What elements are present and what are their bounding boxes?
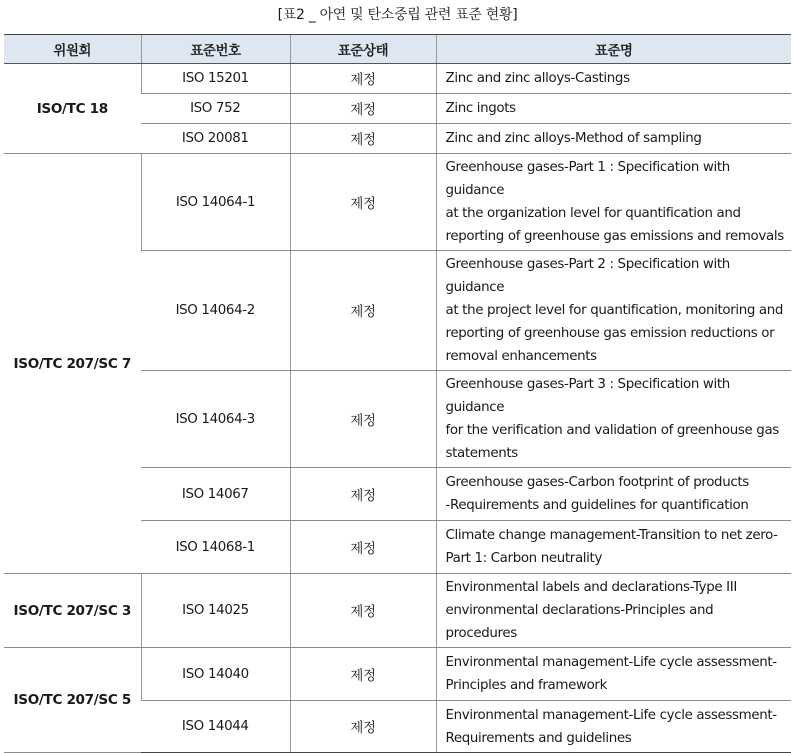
standard-title-cell [436,124,791,154]
standard-status-cell: 제정 [290,701,436,753]
standard-status-cell: 제정 [290,251,436,371]
standard-number-cell: ISO 14068-1 [141,521,290,574]
title-line: reporting of greenhouse gas emission reductions or [445,326,775,341]
header-standard-title: 표준명 [436,35,791,64]
table-row [4,64,791,94]
standard-title-cell [436,94,791,124]
title-line: -Requirements and guidelines for quantification [445,498,749,513]
standard-status-cell: 제정 [290,648,436,701]
title-line: Principles and framework [445,678,607,693]
title-line: removal enhancements [445,349,597,364]
standard-title-cell [436,521,791,574]
title-line: Greenhouse gases-Part 2 : Specification with guidance [445,257,730,295]
title-line: for the verification and validation of greenhouse gas [445,423,779,438]
title-line: Environmental management-Life cycle assessment- [445,655,777,670]
standard-status-cell: 제정 [290,521,436,574]
committee-cell: ISO/TC 207/SC 7 [4,154,141,574]
standard-status-cell: 제정 [290,371,436,468]
table-row [4,574,791,648]
standard-title-cell [436,574,791,648]
standard-number-cell: ISO 14064-2 [141,251,290,371]
standard-title-cell [436,251,791,371]
title-line: at the project level for quantification, monitoring and [445,303,784,318]
title-line: Zinc and zinc alloys-Castings [445,71,630,86]
header-standard-status: 표준상태 [290,35,436,64]
title-line: Zinc and zinc alloys-Method of sampling [445,131,702,146]
standard-title-cell [436,154,791,251]
title-line: Greenhouse gases-Part 1 : Specification with guidance [445,160,730,198]
title-line: Greenhouse gases-Part 3 : Specification with guidance [445,377,730,415]
table-row [4,648,791,701]
standard-title-cell [436,648,791,701]
standard-status-cell: 제정 [290,468,436,521]
standard-status-cell: 제정 [290,154,436,251]
committee-cell: ISO/TC 207/SC 3 [4,574,141,648]
standard-title-cell [436,701,791,753]
standard-title-cell [436,468,791,521]
standard-number-cell: ISO 14025 [141,574,290,648]
title-line: Greenhouse gases-Carbon footprint of products [445,475,749,490]
title-line: environmental declarations-Principles and procedures [445,603,714,641]
standard-number-cell: ISO 752 [141,94,290,124]
title-line: Requirements and guidelines [445,730,632,746]
title-line: Environmental management-Life cycle assessment- [445,707,777,723]
standard-number-cell: ISO 14064-1 [141,154,290,251]
standard-number-cell: ISO 15201 [141,64,290,94]
standard-title-cell [436,64,791,94]
standard-title-cell [436,371,791,468]
standard-number-cell: ISO 14067 [141,468,290,521]
standards-table [4,34,791,753]
standard-number-cell: ISO 14064-3 [141,371,290,468]
table-caption: [표2 _ 아연 및 탄소중립 관련 표준 현황] [277,7,518,23]
standard-status-cell: 제정 [290,124,436,154]
title-line: statements [445,446,518,461]
title-line: at the organization level for quantification and [445,206,741,221]
header-committee: 위원회 [4,35,141,64]
title-line: Zinc ingots [445,101,516,116]
committee-cell: ISO/TC 207/SC 5 [4,648,141,753]
standard-status-cell: 제정 [290,94,436,124]
standard-status-cell: 제정 [290,574,436,648]
title-line: Climate change management-Transition to net zero- [445,528,778,543]
standard-status-cell: 제정 [290,64,436,94]
header-standard-number: 표준번호 [141,35,290,64]
header-row [4,35,791,64]
table-row [4,154,791,251]
title-line: reporting of greenhouse gas emissions and removals [445,229,784,244]
standard-number-cell: ISO 20081 [141,124,290,154]
title-line: Environmental labels and declarations-Type III [445,580,737,595]
standard-number-cell: ISO 14044 [141,701,290,753]
title-line: Part 1: Carbon neutrality [445,551,603,566]
standard-number-cell: ISO 14040 [141,648,290,701]
committee-cell: ISO/TC 18 [4,64,141,154]
